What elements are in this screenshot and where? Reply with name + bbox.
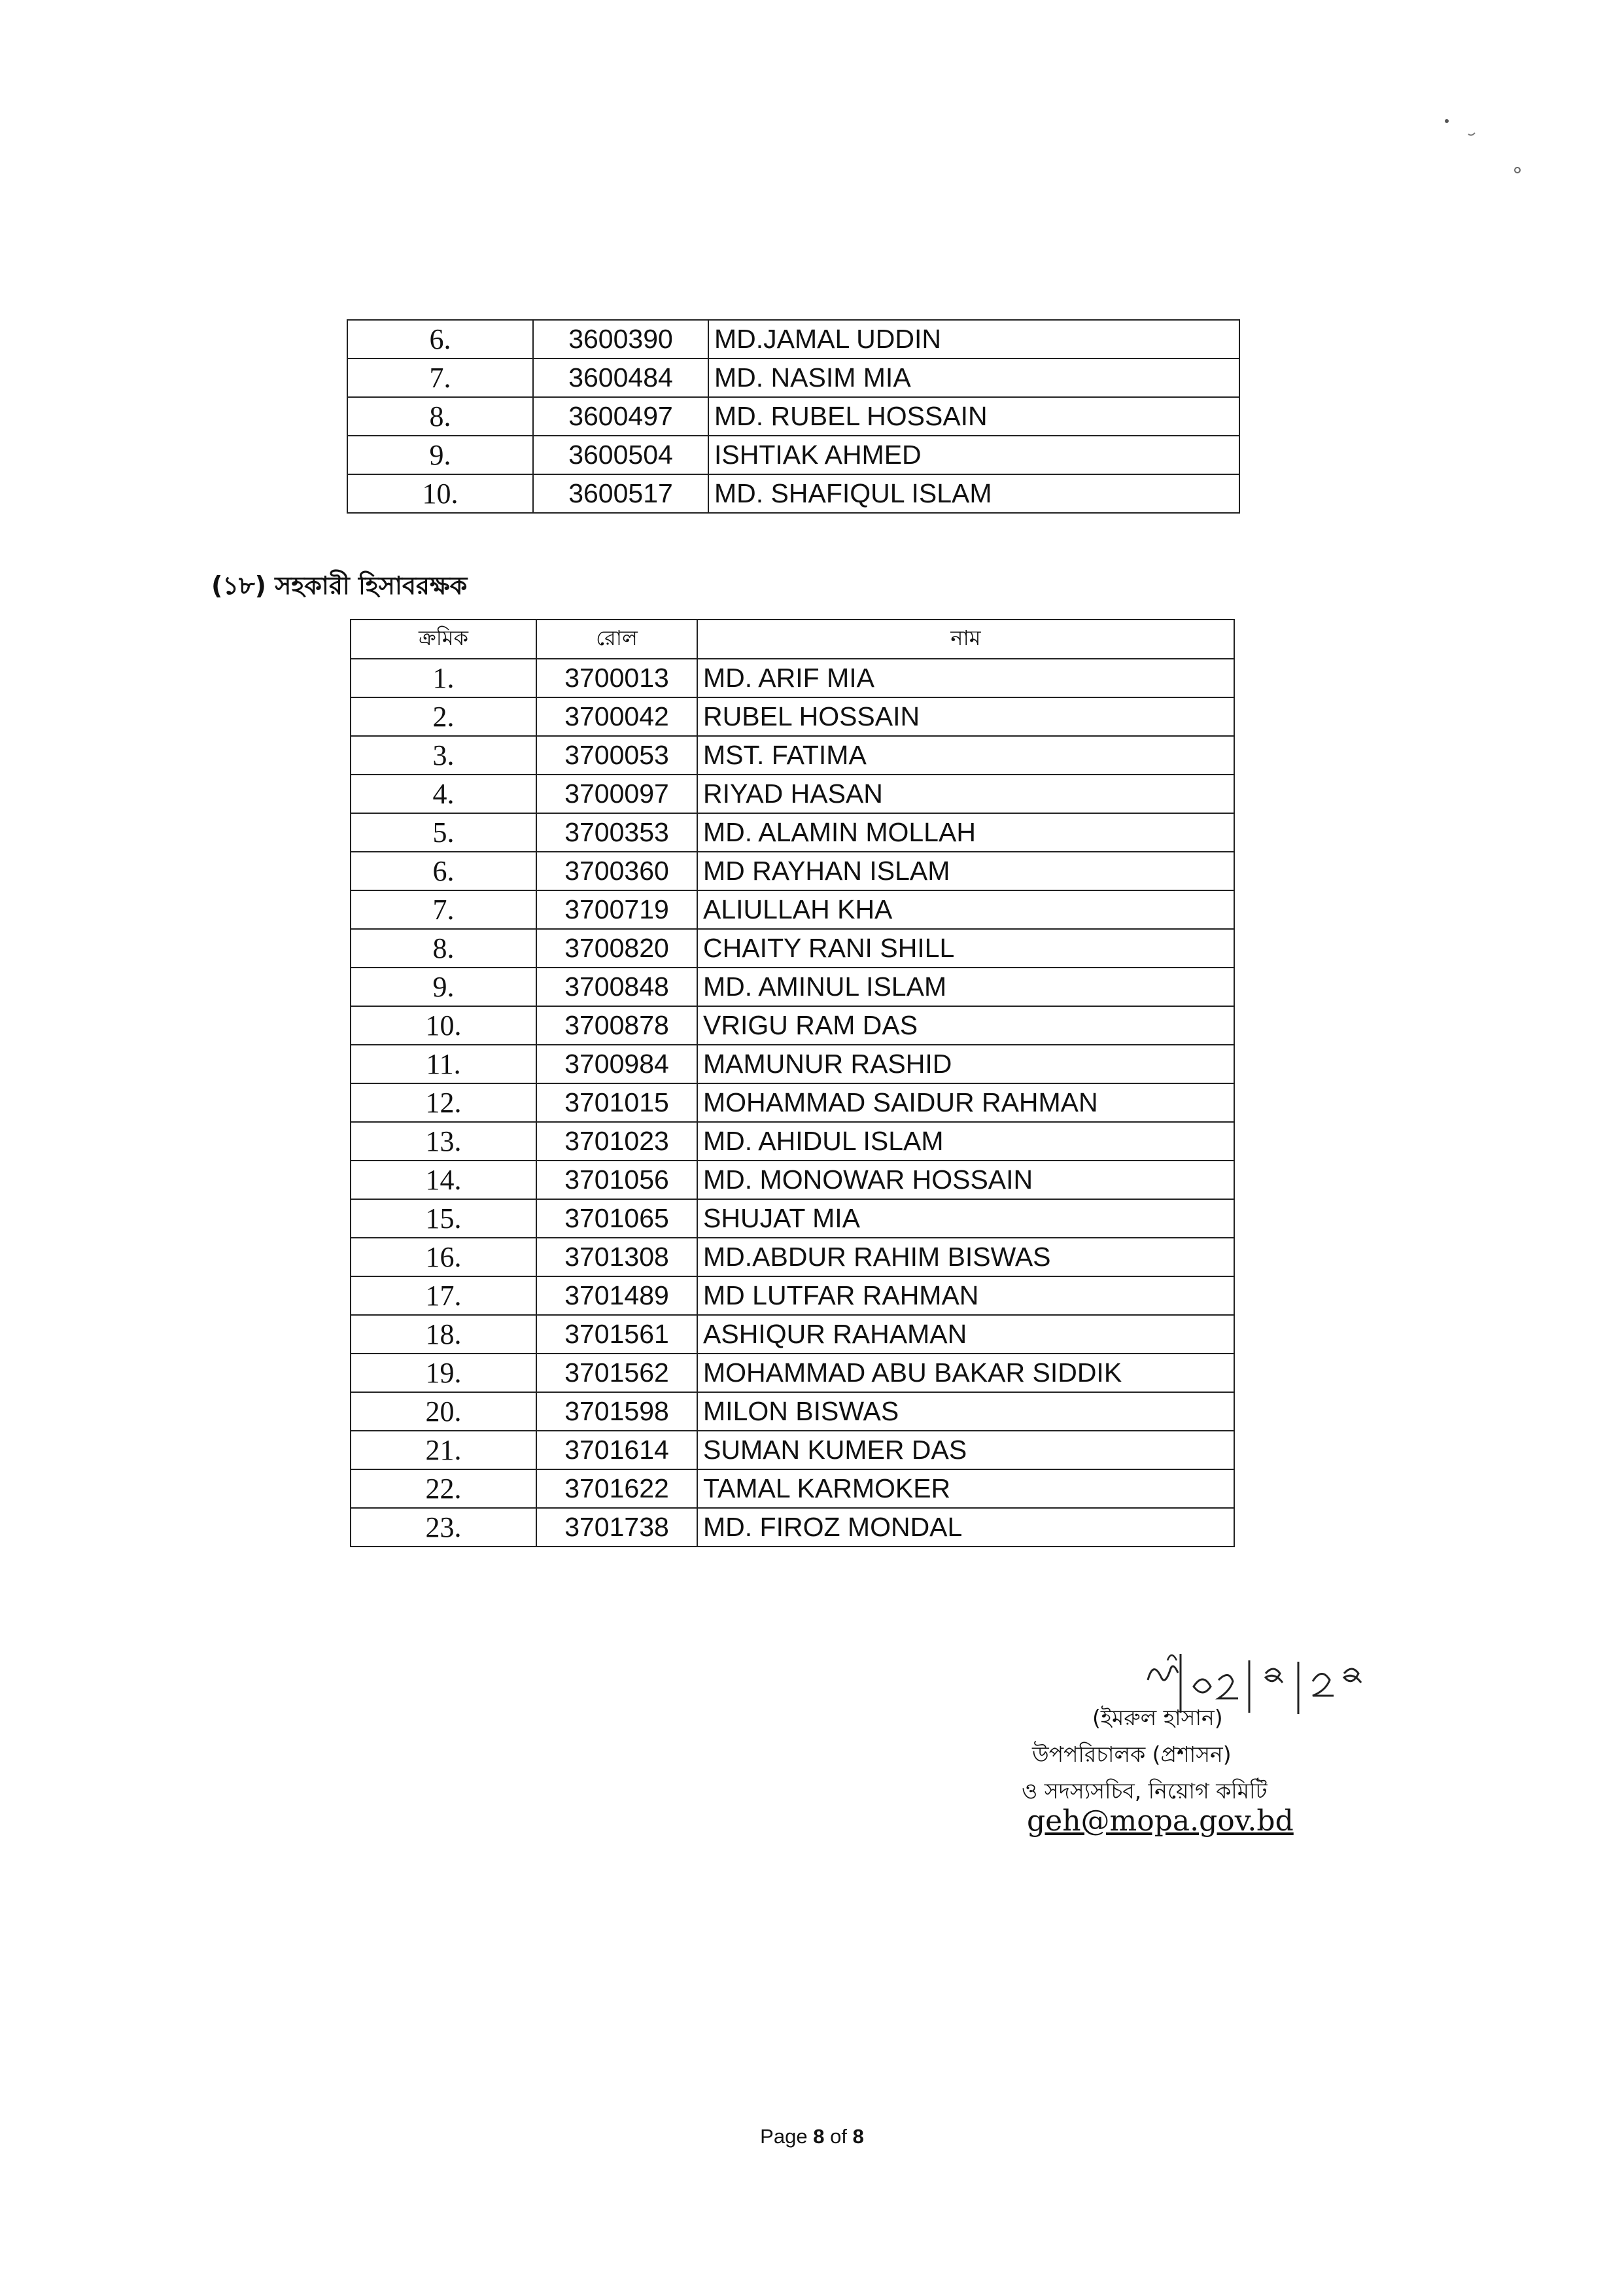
table-row: [351, 1431, 1234, 1469]
table-body: [347, 320, 1239, 513]
table-row: [351, 1315, 1234, 1354]
roll-cell: 3600484: [533, 359, 708, 397]
roll-cell: 3600517: [533, 474, 708, 513]
table-row: [351, 1161, 1234, 1199]
roll-cell: 3700013: [536, 659, 697, 697]
serial-cell: 23.: [351, 1508, 536, 1547]
name-cell: MD. AMINUL ISLAM: [697, 968, 1234, 1006]
signatory-name: (ইমরুল হাসান): [1092, 1705, 1223, 1730]
serial-cell: 19.: [351, 1354, 536, 1392]
serial-cell: 5.: [351, 813, 536, 852]
name-cell: MAMUNUR RASHID: [697, 1045, 1234, 1083]
table-row: [351, 929, 1234, 968]
roll-cell: 3700820: [536, 929, 697, 968]
name-cell: SUMAN KUMER DAS: [697, 1431, 1234, 1469]
roll-cell: 3701056: [536, 1161, 697, 1199]
table-row: [351, 1276, 1234, 1315]
name-cell: VRIGU RAM DAS: [697, 1006, 1234, 1045]
table-row: [351, 1238, 1234, 1276]
page-word: Page: [760, 2125, 808, 2148]
serial-cell: 8.: [347, 397, 533, 436]
serial-cell: 14.: [351, 1161, 536, 1199]
serial-cell: 17.: [351, 1276, 536, 1315]
roll-cell: 3701023: [536, 1122, 697, 1161]
roll-cell: 3700053: [536, 736, 697, 775]
serial-cell: 11.: [351, 1045, 536, 1083]
roll-cell: 3701598: [536, 1392, 697, 1431]
roll-cell: 3700719: [536, 890, 697, 929]
serial-cell: 2.: [351, 697, 536, 736]
roll-cell: 3700848: [536, 968, 697, 1006]
table-row: [351, 1392, 1234, 1431]
table-row: [347, 359, 1239, 397]
roll-cell: 3701308: [536, 1238, 697, 1276]
table-row: [347, 436, 1239, 474]
name-cell: TAMAL KARMOKER: [697, 1469, 1234, 1508]
name-cell: MD. MONOWAR HOSSAIN: [697, 1161, 1234, 1199]
serial-cell: 10.: [351, 1006, 536, 1045]
name-cell: MD. ALAMIN MOLLAH: [697, 813, 1234, 852]
table-row: [351, 1006, 1234, 1045]
roll-cell: 3700360: [536, 852, 697, 890]
roll-cell: 3701738: [536, 1508, 697, 1547]
table-row: [351, 1199, 1234, 1238]
table-row: [351, 1469, 1234, 1508]
name-cell: MD. AHIDUL ISLAM: [697, 1122, 1234, 1161]
table-body: [351, 659, 1234, 1547]
serial-cell: 22.: [351, 1469, 536, 1508]
table-row: [351, 1045, 1234, 1083]
signatory-email[interactable]: geh@mopa.gov.bd: [1027, 1804, 1294, 1838]
name-cell: MD. FIROZ MONDAL: [697, 1508, 1234, 1547]
serial-cell: 9.: [347, 436, 533, 474]
serial-cell: 9.: [351, 968, 536, 1006]
roll-cell: 3700984: [536, 1045, 697, 1083]
name-cell: MD. ARIF MIA: [697, 659, 1234, 697]
serial-cell: 7.: [351, 890, 536, 929]
page-current: 8: [813, 2125, 825, 2148]
serial-cell: 13.: [351, 1122, 536, 1161]
table-row: [351, 775, 1234, 813]
name-cell: MOHAMMAD ABU BAKAR SIDDIK: [697, 1354, 1234, 1392]
table-row: [351, 1354, 1234, 1392]
serial-cell: 8.: [351, 929, 536, 968]
table-row: [351, 1122, 1234, 1161]
name-cell: MD LUTFAR RAHMAN: [697, 1276, 1234, 1315]
table-row: [347, 397, 1239, 436]
name-cell: MD. SHAFIQUL ISLAM: [708, 474, 1239, 513]
serial-cell: 18.: [351, 1315, 536, 1354]
table-row: [351, 697, 1234, 736]
serial-cell: 20.: [351, 1392, 536, 1431]
table-row: [351, 1083, 1234, 1122]
table-row: [351, 968, 1234, 1006]
serial-cell: 1.: [351, 659, 536, 697]
roll-cell: 3700097: [536, 775, 697, 813]
serial-cell: 15.: [351, 1199, 536, 1238]
name-cell: MD RAYHAN ISLAM: [697, 852, 1234, 890]
roll-cell: 3701614: [536, 1431, 697, 1469]
section-heading: (১৮) সহকারী হিসাবরক্ষক: [211, 571, 468, 600]
serial-cell: 10.: [347, 474, 533, 513]
page-total: 8: [852, 2125, 864, 2148]
table-row: [351, 890, 1234, 929]
serial-cell: 3.: [351, 736, 536, 775]
scan-specks: [1426, 108, 1524, 180]
header-roll: রোল: [536, 620, 697, 659]
name-cell: ALIULLAH KHA: [697, 890, 1234, 929]
roll-cell: 3701065: [536, 1199, 697, 1238]
name-cell: ISHTIAK AHMED: [708, 436, 1239, 474]
roll-cell: 3700353: [536, 813, 697, 852]
header-name: নাম: [697, 620, 1234, 659]
roll-table-continued: [347, 319, 1240, 514]
signatory-committee: ও সদস্যসচিব, নিয়োগ কমিটি: [1022, 1778, 1268, 1804]
assistant-accountant-table: [350, 619, 1235, 1547]
roll-cell: 3600390: [533, 320, 708, 359]
serial-cell: 4.: [351, 775, 536, 813]
name-cell: MD.ABDUR RAHIM BISWAS: [697, 1238, 1234, 1276]
serial-cell: 12.: [351, 1083, 536, 1122]
table-header-row: [351, 620, 1234, 659]
roll-cell: 3701562: [536, 1354, 697, 1392]
roll-cell: 3600497: [533, 397, 708, 436]
name-cell: ASHIQUR RAHAMAN: [697, 1315, 1234, 1354]
table-row: [351, 813, 1234, 852]
roll-cell: 3701015: [536, 1083, 697, 1122]
roll-cell: 3701489: [536, 1276, 697, 1315]
name-cell: CHAITY RANI SHILL: [697, 929, 1234, 968]
roll-cell: 3700878: [536, 1006, 697, 1045]
name-cell: MD. RUBEL HOSSAIN: [708, 397, 1239, 436]
table-row: [351, 1508, 1234, 1547]
table-row: [351, 659, 1234, 697]
of-word: of: [830, 2125, 847, 2148]
name-cell: MD. NASIM MIA: [708, 359, 1239, 397]
serial-cell: 21.: [351, 1431, 536, 1469]
signatory-designation: উপপরিচালক (প্রশাসন): [1032, 1742, 1232, 1767]
name-cell: MILON BISWAS: [697, 1392, 1234, 1431]
table-row: [347, 320, 1239, 359]
header-serial: ক্রমিক: [351, 620, 536, 659]
name-cell: MOHAMMAD SAIDUR RAHMAN: [697, 1083, 1234, 1122]
serial-cell: 7.: [347, 359, 533, 397]
name-cell: MD.JAMAL UDDIN: [708, 320, 1239, 359]
table-row: [351, 736, 1234, 775]
name-cell: MST. FATIMA: [697, 736, 1234, 775]
serial-cell: 16.: [351, 1238, 536, 1276]
roll-cell: 3600504: [533, 436, 708, 474]
roll-cell: 3701561: [536, 1315, 697, 1354]
serial-cell: 6.: [347, 320, 533, 359]
table-row: [347, 474, 1239, 513]
name-cell: SHUJAT MIA: [697, 1199, 1234, 1238]
page-footer: [0, 2125, 1624, 2148]
name-cell: RIYAD HASAN: [697, 775, 1234, 813]
name-cell: RUBEL HOSSAIN: [697, 697, 1234, 736]
roll-cell: 3700042: [536, 697, 697, 736]
roll-cell: 3701622: [536, 1469, 697, 1508]
serial-cell: 6.: [351, 852, 536, 890]
table-row: [351, 852, 1234, 890]
